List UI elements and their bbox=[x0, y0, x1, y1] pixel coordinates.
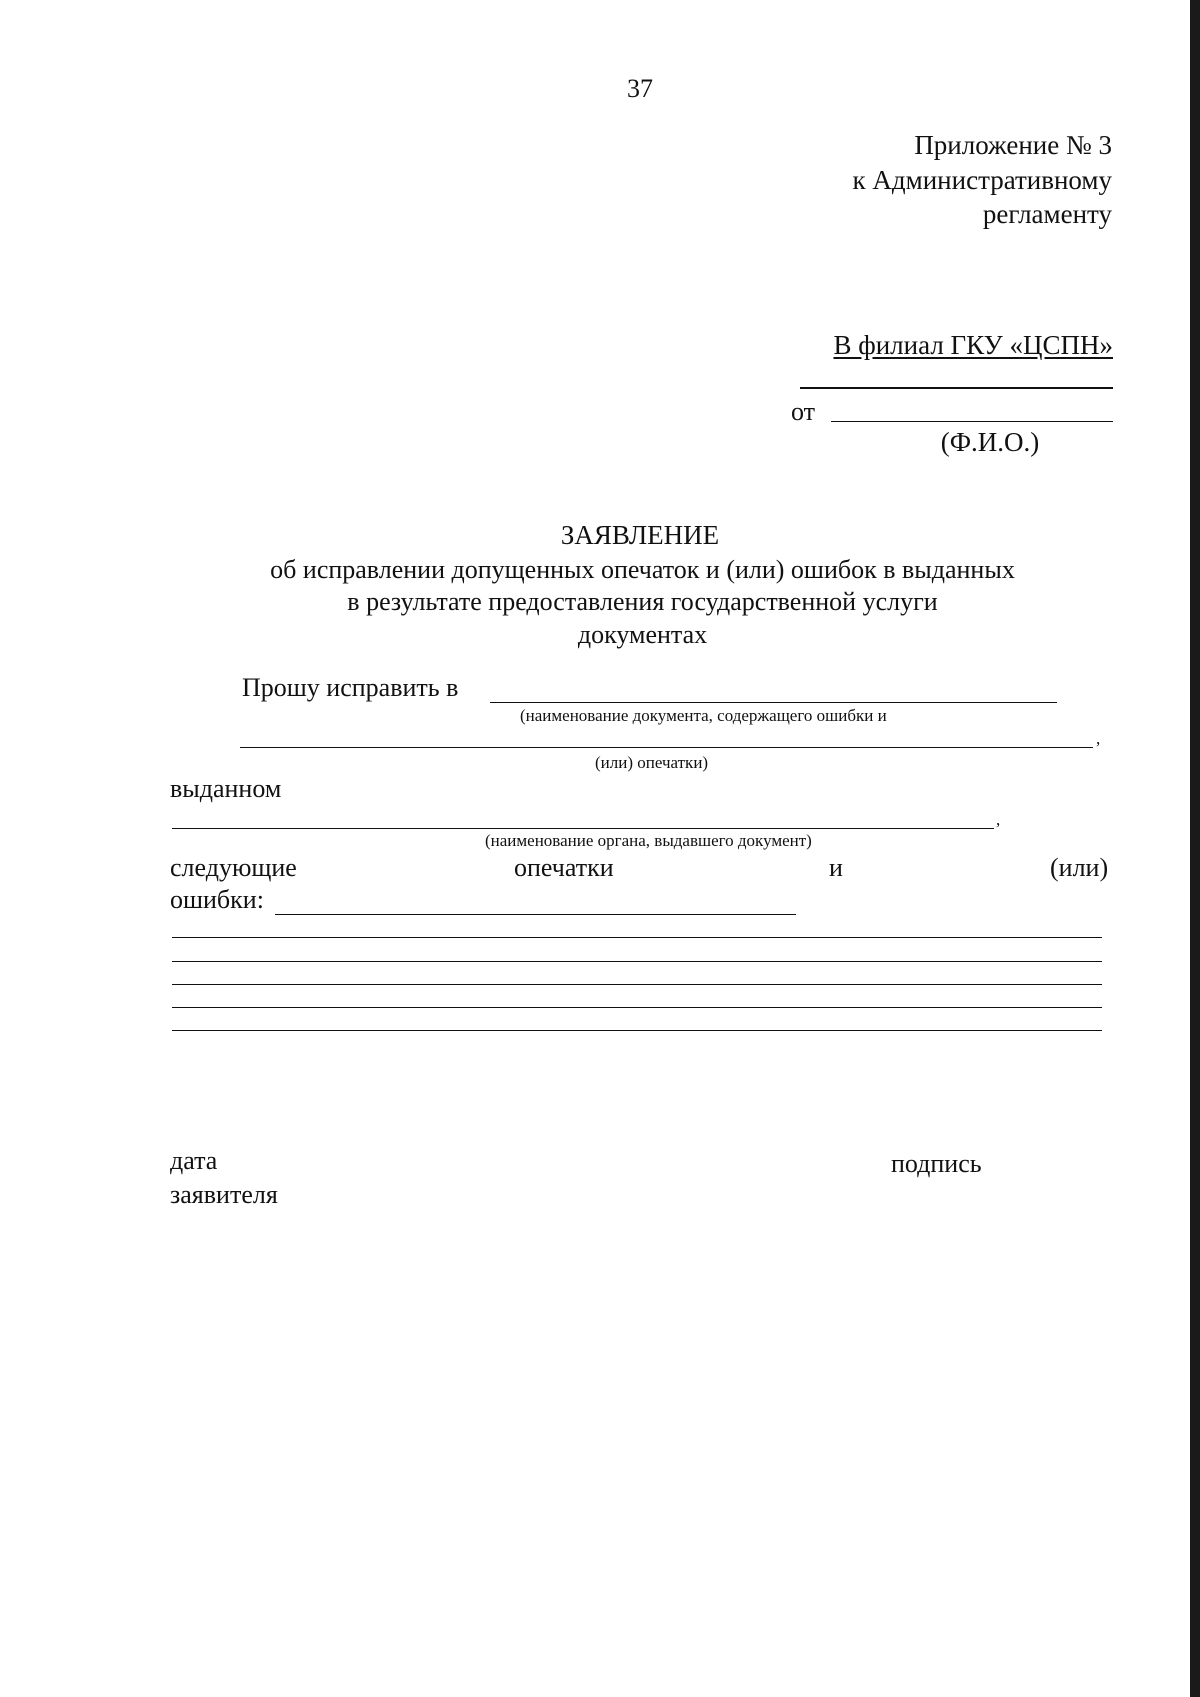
errors-line bbox=[172, 1030, 1102, 1031]
fio-label: (Ф.И.О.) bbox=[940, 427, 1040, 457]
addressee-blank-line bbox=[800, 387, 1113, 389]
appendix-line-1: Приложение № 3 bbox=[914, 130, 1112, 160]
document-name-line bbox=[490, 702, 1057, 703]
addressee-to: В филиал ГКУ «ЦСПН» bbox=[833, 330, 1113, 360]
title-line-2: в результате предоставления государственной услуги bbox=[347, 587, 938, 616]
errors-line bbox=[172, 1007, 1102, 1008]
word-and: и bbox=[829, 853, 843, 882]
word-or: (или) bbox=[1050, 853, 1109, 882]
organ-name-line bbox=[172, 828, 994, 829]
date-label: дата bbox=[170, 1146, 218, 1175]
comma-1: , bbox=[1096, 729, 1101, 748]
from-blank-line bbox=[831, 421, 1113, 422]
title-line-1: об исправлении допущенных опечаток и (или) ошибок в выданных bbox=[270, 555, 1015, 584]
errors-line bbox=[172, 937, 1102, 938]
title-line-3: документах bbox=[577, 620, 708, 649]
page-number: 37 bbox=[627, 74, 653, 103]
hint-organ: (наименование органа, выдавшего документ) bbox=[485, 831, 812, 850]
errors-line bbox=[172, 984, 1102, 985]
appendix-line-3: регламенту bbox=[982, 199, 1112, 229]
appendix-line-2: к Административному bbox=[852, 165, 1112, 195]
comma-2: , bbox=[996, 810, 1001, 829]
request-label: Прошу исправить в bbox=[242, 673, 459, 702]
errors-line-first bbox=[275, 914, 796, 915]
from-label: от bbox=[791, 397, 816, 426]
word-following: следующие bbox=[170, 853, 297, 882]
document-name-line-2 bbox=[240, 747, 1093, 748]
errors-line bbox=[172, 961, 1102, 962]
document-heading: ЗАЯВЛЕНИЕ bbox=[560, 520, 720, 550]
hint-document-2: (или) опечатки) bbox=[595, 753, 709, 772]
hint-document-1: (наименование документа, содержащего ошибки и bbox=[520, 706, 887, 725]
applicant-label: заявителя bbox=[170, 1180, 278, 1209]
errors-label: ошибки: bbox=[170, 885, 264, 914]
issued-label: выданном bbox=[170, 774, 282, 803]
word-typos: опечатки bbox=[514, 853, 614, 882]
signature-label: подпись bbox=[891, 1149, 982, 1178]
scan-edge bbox=[1190, 0, 1200, 1697]
